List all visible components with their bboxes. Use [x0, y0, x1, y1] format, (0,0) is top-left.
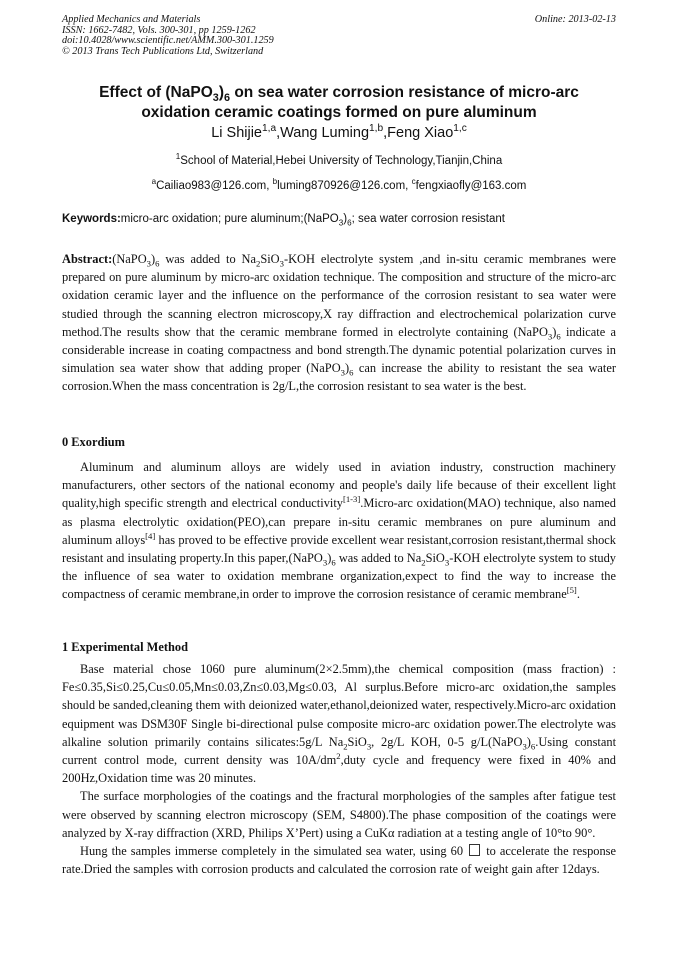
affiliation: $^1$School of Material,Hebei University of Technology,Tianjin,China: [175, 152, 503, 167]
citation: [5]: [566, 585, 577, 596]
section-heading-exordium: 0 Exordium: [62, 435, 125, 449]
title-line-2: oxidation ceramic coatings formed on pure aluminum: [141, 104, 537, 121]
section-experimental-method-text: [62, 660, 616, 878]
section-heading-experimental-method: 1 Experimental Method: [62, 640, 188, 654]
citation: [4]: [145, 530, 156, 541]
section-exordium-text: Aluminum and aluminum alloys are widely used in aviation industry, construction machinery manufacturers, other sectors of the national economy and people's daily life because of their excellent light quality,high specific strength and electrical conductivity[1-3].Micro-arc oxidation(MAO) technique, also named as plasma electrolytic oxidation(PEO),can prepare in-situ ceramic membranes on pure aluminum and aluminum alloys[4] has proved to be effective provide excellent wear resistant,corrosion resistant,thermal shock resistant and insulating property.In this $paper,(NaPO_3)_6$ was added to $Na_2SiO_3$-KOH electrolyte system to study the influence of sea water to oxidation membrane organization,expect to find the way to increase the compactness of ceramic membrane,in order to improve the corrosion resistance of ceramic membrane[5].: [62, 460, 616, 602]
abstract-label: Abstract:: [62, 252, 113, 266]
doi: doi:10.4028/www.scientific.net/AMM.300-301.1259: [62, 35, 274, 47]
keywords-label: Keywords:: [62, 213, 121, 225]
abstract: $Abstract:(NaPO_3)_6$ was added to $Na_2SiO_3$-KOH electrolyte system ,and in-situ ceramic membranes were prepared on pure aluminum by micro-arc oxidation technique. The composition and structure of the micro-arc oxidation ceramic layer and the influence on the performance of the corrosion resistant to sea water were studied through the scanning electron microscopy,X ray diffraction and electrochemical polarization curve method.The results show that the ceramic membrane formed in electrolyte containing $(NaPO_3)_6$ indicate a considerable increase in coating compactness and bond strength.The dynamic potential polarization curves in simulation sea water show that adding proper $(NaPO_3)_6$ can increase the ability to resistant the sea water corrosion.When the mass concentration is 2g/L,the corrosion resistant to sea water is the best.: [62, 252, 616, 394]
issn: ISSN: 1662-7482, Vols. 300-301, pp 1259-1262: [62, 24, 256, 36]
title-line-1: Effect of $(NaPO_3)_6$ on sea water corrosion resistance of micro-arc: [99, 84, 579, 105]
online-date: Online: 2013-02-13: [534, 14, 616, 25]
paragraph: Base material chose 1060 pure aluminum(2×2.5mm),the chemical composition (mass fraction) : Fe≤0.35,Si≤0.25,Cu≤0.05,Mn≤0.03,Zn≤0.03,Mg≤0.03, Al surplus.Before micro-arc oxidation,the samples should be sanded,cleaning them with deionized water,ethanol,deionized water, respectively.Micro-arc oxidation equipment was DSM30F Single bi-directional pulse composite micro-arc oxidation power.The electrolyte was alkaline solution primarily contains silicates:5g/L $Na_2SiO_3$, 2g/L KOH, 0-5 $g/L(NaPO_3)_6.Using$ constant current control mode, current density was $10A/dm^2,duty$ cycle and frequency were fixed in 40% and 200Hz,Oxidation time was 20 minutes.: [62, 662, 617, 786]
missing-glyph-icon: [469, 844, 480, 856]
paper-title: [62, 83, 616, 123]
citation: [1-3]: [342, 494, 361, 505]
author-list: Li Shijie$^{1,a}$,Wang Luming$^{1,b}$,Feng Xiao$^{1,c}$: [211, 123, 467, 141]
journal-header: [62, 15, 616, 57]
author-emails: $^a$Cailiao983@126.com, $^b$luming870926@126.com, $^c$fengxiaofly@163.com: [151, 177, 527, 192]
paragraph: The surface morphologies of the coatings and the fractural morphologies of the samples after fatigue test were observed by scanning electron microscopy (SEM, S4800).The phase composition of the coatings were analyzed by X-ray diffraction (XRD, Philips X’Pert) using a CuKα radiation at a testing angle of 10°to 90°.: [62, 789, 616, 840]
keywords: Keywords:micro-arc oxidation; pure $aluminum;(NaPO_3)_6$; sea water corrosion resistant: [62, 213, 505, 228]
journal-name: Applied Mechanics and Materials: [62, 14, 201, 25]
paragraph: Hung the samples immerse completely in the simulated sea water, using 60 to accelerate the response rate.Dried the samples with corrosion products and calculated the corrosion rate of weight gain after 12days.: [62, 844, 616, 877]
copyright: © 2013 Trans Tech Publications Ltd, Switzerland: [62, 45, 264, 57]
